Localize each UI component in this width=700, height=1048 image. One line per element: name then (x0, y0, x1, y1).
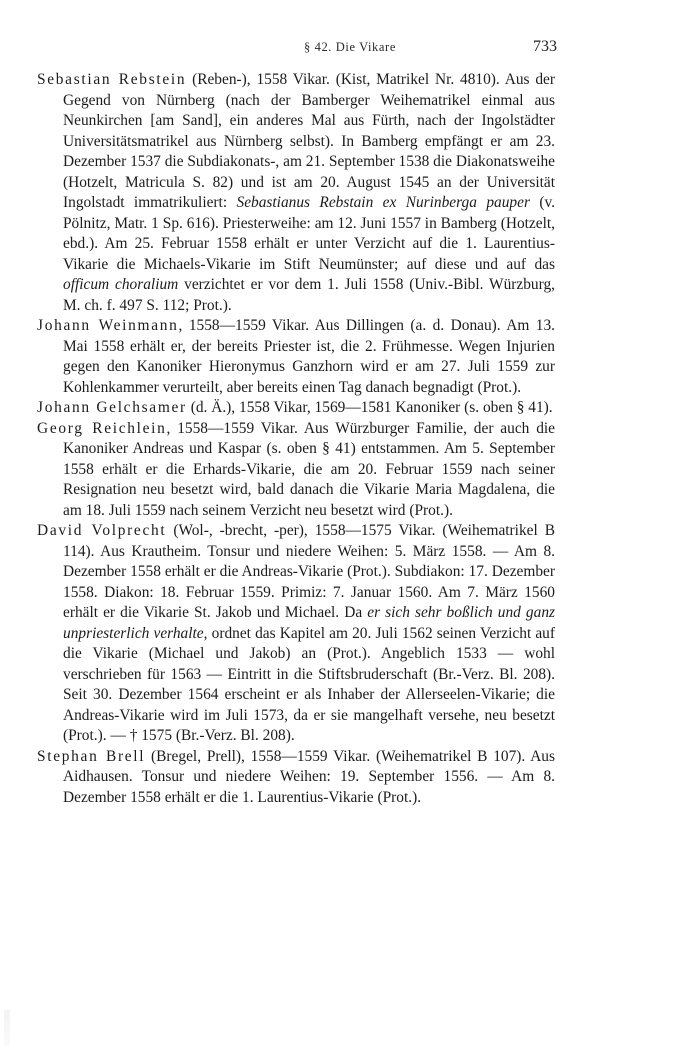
entry (37, 747, 555, 809)
page-number: 733 (533, 38, 557, 55)
entry (37, 521, 555, 747)
italic-quote: er sich sehr boßlich und ganz unpriesterlich verhalte (63, 604, 556, 642)
italic-quote: Sebastianus Rebstain ex Nurinberga pauper (236, 194, 530, 211)
page-header (0, 40, 700, 62)
running-head: § 42. Die Vikare (304, 40, 396, 54)
entry-text: , 1558—1559 Vikar. Aus Dillingen (a. d. Donau). Am 13. Mai 1558 erhält er, der bereits Priester ist, die 2. Frühmesse. Wegen Injurien gegen den Kanoniker Hieronymus Ganzhorn wird er am 27. Juli 1559 zur Kohlenkammer verurteilt, aber bereits einen Tag danach begnadigt (Prot.). (63, 317, 555, 396)
entry-text: , 1558—1559 Vikar. Aus Würzburger Familie, der auch die Kanoniker Andreas und Kaspar (s. oben § 41) entstammen. Am 5. September 1558 erhält er die Erhards-Vikarie, die am 20. Februar 1559 nach seiner Resignation neu besetzt wird, bald danach die Vikarie Maria Magdalena, die am 18. Juli 1559 nach seinem Verzicht neu besetzt wird (Prot.). (63, 419, 555, 519)
entry (37, 316, 555, 398)
entry-name: Georg Reichlein (37, 419, 167, 437)
entry-text: , ordnet das Kapitel am 20. Juli 1562 seinen Verzicht auf die Vikarie (Michael und Jakob) an (Prot.). Angeblich 1533 — wohl verschrieben für 1563 — Eintritt in die Stiftsbruderschaft (Br.-Verz. Bl. 208). Seit 30. Dezember 1564 erscheint er als Inhaber der Allerseelen-Vikarie; die Andreas-Vikarie wird im Juli 1573, da er sie mangelhaft versehe, neu besetzt (Prot.). — † 1575 (Br.-Verz. Bl. 208). (63, 624, 556, 744)
entry-text: (Reben-), 1558 Vikar. (Kist, Matrikel Nr. 4810). Aus der Gegend von Nürnberg (nach der Bamberger Weihematrikel einmal aus Neunkirchen [am Sand], ein anderes Mal aus Fürth, nach der Ingolstädter Universitätsmatrikel aus Nürnberg selbst). In Bamberg empfängt er am 23. Dezember 1537 die Subdiakonats-, am 21. September 1538 die Diakonatsweihe (Hotzelt, Matricula S. 82) und ist am 20. August 1545 an der Universität Ingolstadt immatrikuliert: (63, 71, 555, 211)
entry-text: (d. Ä.), 1558 Vikar, 1569—1581 Kanoniker (s. oben § 41). (186, 399, 553, 416)
entry-text: (Bregel, Prell), 1558—1559 Vikar. (Weihematrikel B 107). Aus Aidhausen. Tonsur und niedere Weihen: 19. September 1556. — Am 8. Dezember 1558 erhält er die 1. Laurentius-Vikarie (Prot.). (63, 747, 555, 806)
entry-name: David Volprecht (37, 522, 167, 539)
entry-name: Stephan Brell (37, 747, 146, 765)
entry (37, 398, 555, 419)
entry-text: (v. Pölnitz, Matr. 1 Sp. 616). Priesterweihe: am 12. Juni 1557 in Bamberg (Hotzelt, ebd.). Am 25. Februar 1558 erhält er unter Verzicht auf die 1. Laurentius-Vikarie die Michaels-Vikarie im Stift Neumünster; auf diese und auf das (63, 194, 555, 273)
scan-edge-mark (4, 1010, 10, 1046)
entry-name: Sebastian Rebstein (37, 71, 187, 88)
text-body (37, 70, 555, 808)
entry-name: Johann Gelchsamer (37, 399, 187, 416)
italic-quote: officum choralium (63, 276, 179, 293)
entry (37, 419, 555, 522)
entry-text: (Wol-, -brecht, -per), 1558—1575 Vikar. (Weihematrikel B 114). Aus Krautheim. Tonsur und niedere Weihen: 5. März 1558. — Am 8. Dezember 1558 erhält er die Andreas-Vikarie (Prot.). Subdiakon: 17. Dezember 1558. Diakon: 18. Februar 1559. Primiz: 7. Januar 1560. Am 7. März 1560 erhält er die Vikarie St. Jakob und Michael. Da (63, 522, 555, 621)
entry-name: Johann Weinmann (37, 317, 179, 334)
entry (37, 70, 555, 316)
entry-text: verzichtet er vor dem 1. Juli 1558 (Univ.-Bibl. Würzburg, M. ch. f. 497 S. 112; Prot.). (63, 276, 556, 314)
